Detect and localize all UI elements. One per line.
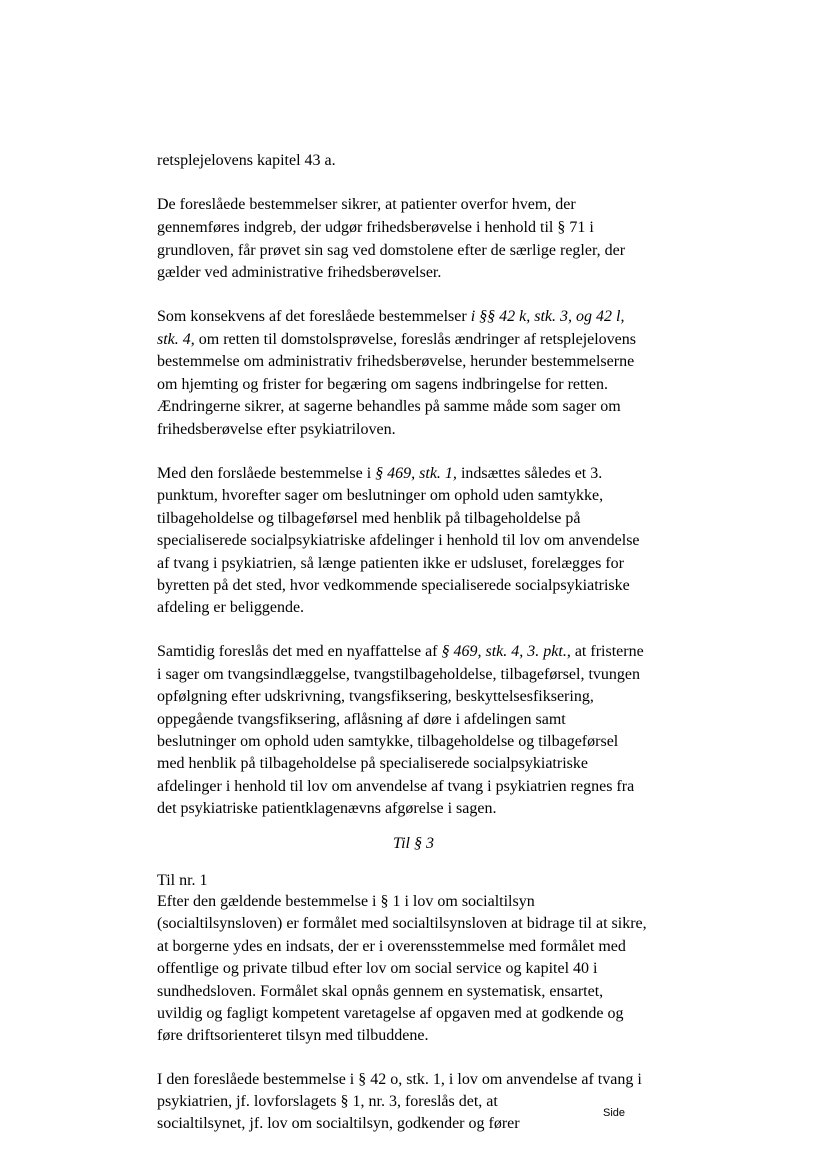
text-line bbox=[157, 597, 304, 620]
text-line bbox=[157, 530, 640, 553]
italic-reference: stk. 4 bbox=[157, 331, 191, 348]
text-line bbox=[157, 913, 647, 936]
text-line bbox=[157, 150, 336, 173]
text-line bbox=[157, 731, 618, 754]
text-segment: afdelinger i henhold til lov om anvendelse af tvang i psykiatrien regnes fra bbox=[157, 778, 635, 795]
text-segment: socialtilsynet, jf. lov om socialtilsyn, godkender og fører bbox=[157, 1115, 520, 1132]
italic-reference: i §§ 42 k, stk. 3, og 42 l, bbox=[470, 308, 625, 325]
text-segment: sundhedsloven. Formålet skal opnås gennem en systematisk, ensartet, bbox=[157, 983, 604, 1000]
text-line bbox=[157, 419, 396, 442]
text-line bbox=[157, 1091, 498, 1114]
text-segment: bestemmelse om administrativ frihedsberøvelse, herunder bestemmelserne bbox=[157, 353, 635, 370]
text-line bbox=[157, 508, 580, 531]
section-heading bbox=[0, 833, 827, 856]
text-line bbox=[157, 374, 608, 397]
italic-reference: § 469, stk. 4, 3. pkt. bbox=[441, 643, 567, 660]
text-segment: afdeling er beliggende. bbox=[157, 599, 305, 616]
text-line bbox=[157, 217, 594, 240]
text-line bbox=[157, 1113, 520, 1136]
text-segment: (socialtilsynsloven) er formålet med socialtilsynsloven at bidrage til at sikre, bbox=[157, 915, 647, 932]
text-line bbox=[157, 1069, 642, 1092]
text-line bbox=[157, 958, 597, 981]
text-line bbox=[157, 753, 588, 776]
text-line bbox=[157, 485, 603, 508]
text-segment: Som konsekvens af det foreslåede bestemmelser bbox=[157, 308, 471, 325]
text-segment: af tvang i psykiatrien, så længe patienten ikke er udsluset, forelægges for bbox=[157, 555, 624, 572]
text-line bbox=[157, 1025, 428, 1048]
text-line bbox=[157, 306, 624, 329]
text-segment: specialiserede socialpsykiatriske afdelinger i henhold til lov om anvendelse bbox=[157, 532, 640, 549]
text-segment: Ændringerne sikrer, at sagerne behandles på samme måde som sager om bbox=[157, 398, 621, 415]
text-line bbox=[157, 262, 441, 285]
text-segment: med henblik på tilbageholdelse på specialiserede socialpsykiatriske bbox=[157, 755, 588, 772]
section-heading-text: Til § 3 bbox=[393, 835, 434, 852]
text-line bbox=[157, 936, 626, 959]
text-segment: i sager om tvangsindlæggelse, tvangstilbageholdelse, tilbageførsel, tvungen bbox=[157, 666, 641, 683]
text-line bbox=[157, 641, 644, 664]
text-segment: Til nr. 1 bbox=[157, 872, 208, 889]
text-segment: uvildig og fagligt kompetent varetagelse af opgaven med at godkende og bbox=[157, 1005, 624, 1022]
text-segment: I den foreslåede bestemmelse i § 42 o, stk. 1, i lov om anvendelse af tvang i bbox=[157, 1071, 642, 1088]
text-line bbox=[157, 776, 634, 799]
text-segment: indsættes således et 3. bbox=[456, 465, 603, 482]
text-segment: offentlige og private tilbud efter lov om social service og kapitel 40 i bbox=[157, 960, 598, 977]
text-segment: føre driftsorienteret tilsyn med tilbuddene. bbox=[157, 1027, 429, 1044]
text-line bbox=[157, 870, 208, 893]
page-footer-side-label: Side bbox=[603, 1107, 626, 1119]
text-segment: tilbageholdelse og tilbageførsel med henblik på tilbageholdelse på bbox=[157, 510, 581, 527]
text-segment: punktum, hvorefter sager om beslutninger om ophold uden samtykke, bbox=[157, 487, 604, 504]
text-segment: frihedsberøvelse efter psykiatriloven. bbox=[157, 421, 396, 438]
text-segment: , om retten til domstolsprøvelse, foreslås ændringer af retsplejelovens bbox=[190, 331, 637, 348]
text-line bbox=[157, 396, 621, 419]
text-segment: byretten på det sted, hvor vedkommende specialiserede socialpsykiatriske bbox=[157, 577, 630, 594]
text-line bbox=[157, 463, 602, 486]
text-segment: om hjemting og frister for begæring om sagens indbringelse for retten. bbox=[157, 376, 609, 393]
text-line bbox=[157, 798, 496, 821]
text-line bbox=[157, 351, 634, 374]
text-line bbox=[157, 194, 576, 217]
text-line bbox=[157, 981, 603, 1004]
text-line bbox=[157, 686, 594, 709]
text-line bbox=[157, 553, 624, 576]
text-line bbox=[157, 329, 636, 352]
text-line bbox=[157, 575, 630, 598]
text-segment: Samtidig foreslås det med en nyaffattelse af bbox=[157, 643, 442, 660]
text-line bbox=[157, 664, 640, 687]
text-segment: psykiatrien, jf. lovforslagets § 1, nr. 3, foreslås det, at bbox=[157, 1093, 498, 1110]
italic-reference: § 469, stk. 1, bbox=[375, 465, 457, 482]
text-segment: oppegående tvangsfiksering, aflåsning af døre i afdelingen samt bbox=[157, 711, 566, 728]
text-segment: De foreslåede bestemmelser sikrer, at patienter overfor hvem, der bbox=[157, 196, 576, 213]
text-line bbox=[157, 240, 625, 263]
text-segment: det psykiatriske patientklagenævns afgørelse i sagen. bbox=[157, 800, 497, 817]
text-line bbox=[157, 1003, 624, 1026]
text-segment: , at fristerne bbox=[566, 643, 644, 660]
text-segment: opfølgning efter udskrivning, tvangsfiksering, beskyttelsesfiksering, bbox=[157, 688, 594, 705]
text-segment: Efter den gældende bestemmelse i § 1 i lov om socialtilsyn bbox=[157, 893, 535, 910]
text-line bbox=[157, 709, 566, 732]
text-line bbox=[157, 891, 535, 914]
text-segment: Med den forslåede bestemmelse i bbox=[157, 465, 376, 482]
text-segment: gennemføres indgreb, der udgør frihedsberøvelse i henhold til § 71 i bbox=[157, 219, 594, 236]
text-segment: gælder ved administrative frihedsberøvelser. bbox=[157, 264, 442, 281]
text-segment: grundloven, får prøvet sin sag ved domstolene efter de særlige regler, der bbox=[157, 242, 626, 259]
text-segment: retsplejelovens kapitel 43 a. bbox=[157, 152, 336, 169]
text-segment: at borgerne ydes en indsats, der er i overensstemmelse med formålet med bbox=[157, 938, 626, 955]
text-segment: beslutninger om ophold uden samtykke, tilbageholdelse og tilbageførsel bbox=[157, 733, 619, 750]
